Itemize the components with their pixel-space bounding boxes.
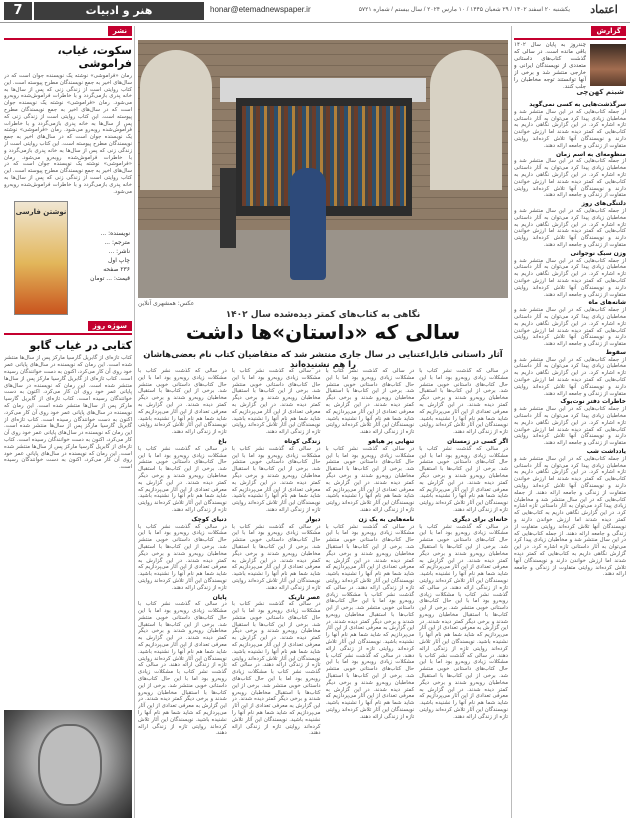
left-headline-2: کتابی در غیاب گابو bbox=[29, 339, 132, 353]
report-paragraph: از جمله کتاب‌هایی که در این سال منتشر شد و مخاطبان زیادی پیدا کرد می‌توان به آثار داستانی تازه اشاره کرد. در این گزارش نگاهی داریم به کتاب‌هایی که کمتر دیده شدند اما ارزش خواندن دارند و نویسندگان آنها تلاش کرده‌اند روایتی متفاوت از زندگی و جامعه ارائه دهند. bbox=[514, 455, 626, 496]
publishing-tag-bar bbox=[4, 26, 132, 40]
books-column bbox=[4, 26, 132, 818]
main-article bbox=[138, 26, 508, 818]
report-column bbox=[514, 26, 626, 818]
report-paragraph: از جمله کتاب‌هایی که در این سال منتشر شد و مخاطبان زیادی پیدا کرد می‌توان به آثار داستانی تازه اشاره کرد. در این گزارش نگاهی داریم به کتاب‌هایی که کمتر دیده شدند اما ارزش خواندن دارند و نویسندگان آنها تلاش کرده‌اند روایتی متفاوت از زندگی و جامعه ارائه دهند. bbox=[514, 406, 626, 447]
section-title: هنر و ادبیات bbox=[34, 2, 204, 20]
report-subhead: شانه‌های ماه bbox=[588, 299, 626, 307]
person-in-blue-jacket bbox=[290, 168, 326, 280]
report-paragraph: از جمله کتاب‌هایی که در این سال منتشر شد و مخاطبان زیادی پیدا کرد می‌توان به آثار داستانی تازه اشاره کرد. در این گزارش نگاهی داریم به کتاب‌هایی که کمتر دیده شدند اما ارزش خواندن دارند و نویسندگان آنها تلاش کرده‌اند روایتی متفاوت از زندگی و جامعه ارائه دهند. bbox=[514, 530, 626, 578]
report-subhead: سرگذشت‌هایی به کسی نمی‌گوید bbox=[529, 101, 626, 108]
left-headline: سکوت، غیاب، فراموشی bbox=[57, 44, 132, 70]
article-column: در سالی که گذشت نشر کتاب با مشکلات زیادی روبه‌رو بود اما با این حال کتاب‌های داستانی خوبی منتشر شد. برخی از این کتاب‌ها با استقبال مخاطبان روبه‌رو شدند و برخی دیگر کمتر دیده شدند. در این گزارش به معرفی تعدادی از این آثار می‌پردازیم که شاید شما هم نام آنها را نشنیده باشید. نویسندگان این آثار تلاش کرده‌اند روایتی تازه از زندگی ارائه دهند. زندگی کوتاه در سالی که گذشت نشر کتاب با مشکلات زیادی روبه‌رو بود اما با این حال کتاب‌های داستانی خوبی منتشر شد. برخی از این کتاب‌ها با استقبال مخاطبان روبه‌رو شدند و برخی دیگر کمتر دیده شدند. در این گزارش به معرفی تعدادی از این آثار می‌پردازیم که شاید شما هم نام آنها را نشنیده باشید. نویسندگان این آثار تلاش کرده‌اند روایتی تازه از زندگی ارائه دهند. دیوار در سالی که گذشت نشر کتاب با مشکلات زیادی روبه‌رو بود اما با این حال کتاب‌های داستانی خوبی منتشر شد. برخی از این کتاب‌ها با استقبال مخاطبان روبه‌رو شدند و برخی دیگر کمتر دیده شدند. در این گزارش به معرفی تعدادی از این آثار می‌پردازیم که شاید شما هم نام آنها را نشنیده باشید. نویسندگان این آثار تلاش کرده‌اند روایتی تازه از زندگی ارائه دهند. عصر تاریک در سالی که گذشت نشر کتاب با مشکلات زیادی روبه‌رو بود اما با این حال کتاب‌های داستانی خوبی منتشر شد. برخی از این کتاب‌ها با استقبال مخاطبان روبه‌رو شدند و برخی دیگر کمتر دیده شدند. در این گزارش به معرفی تعدادی از این آثار می‌پردازیم که شاید شما هم نام آنها را نشنیده باشید. نویسندگان این آثار تلاش کرده‌اند روایتی تازه از زندگی ارائه دهند. در سالی که گذشت نشر کتاب با مشکلات زیادی روبه‌رو بود اما با این حال کتاب‌های داستانی خوبی منتشر شد. برخی از این کتاب‌ها با استقبال مخاطبان روبه‌رو شدند و برخی دیگر کمتر دیده شدند. در این گزارش به معرفی تعدادی از این آثار می‌پردازیم که شاید شما هم نام آنها را نشنیده باشید. نویسندگان این آثار تلاش کرده‌اند روایتی تازه از زندگی ارائه دهند. bbox=[231, 368, 321, 737]
article-kicker: نگاهی به کتاب‌های کمتر دیده‌شده سال ۱۴۰۲ bbox=[225, 310, 421, 320]
report-tag-bar bbox=[514, 26, 626, 40]
report-paragraph: از جمله کتاب‌هایی که در این سال منتشر شد و مخاطبان زیادی پیدا کرد می‌توان به آثار داستانی تازه اشاره کرد. در این گزارش نگاهی داریم به کتاب‌هایی که کمتر دیده شدند اما ارزش خواندن دارند و نویسندگان آنها تلاش کرده‌اند روایتی متفاوت از زندگی و جامعه ارائه دهند. bbox=[514, 356, 626, 397]
report-paragraph: از جمله کتاب‌هایی که در این سال منتشر شد و مخاطبان زیادی پیدا کرد می‌توان به آثار داستانی تازه اشاره کرد. در این گزارش نگاهی داریم به کتاب‌هایی که کمتر دیده شدند اما ارزش خواندن دارند و نویسندگان آنها تلاش کرده‌اند روایتی متفاوت از زندگی و جامعه ارائه دهند. bbox=[514, 307, 626, 348]
book-info: نویسنده: ... مترجم: ... ناشر: ... چاپ اول ۲۳۶ صفحه قیمت: ... تومان bbox=[90, 230, 130, 283]
portrait-face bbox=[38, 724, 102, 806]
photo-caption: عکس: همشهری آنلاین bbox=[138, 300, 195, 307]
bookstall-photo bbox=[138, 40, 508, 298]
report-paragraph: از جمله کتاب‌هایی که در این سال منتشر شد و مخاطبان زیادی پیدا کرد می‌توان به آثار داستانی تازه اشاره کرد. در این گزارش نگاهی داریم به کتاب‌هایی که کمتر دیده شدند اما ارزش خواندن دارند و نویسندگان آنها تلاش کرده‌اند روایتی متفاوت از زندگی و جامعه ارائه دهند. bbox=[514, 108, 626, 149]
article-column: در سالی که گذشت نشر کتاب با مشکلات زیادی روبه‌رو بود اما با این حال کتاب‌های داستانی خوبی منتشر شد. برخی از این کتاب‌ها با استقبال مخاطبان روبه‌رو شدند و برخی دیگر کمتر دیده شدند. در این گزارش به معرفی تعدادی از این آثار می‌پردازیم که شاید شما هم نام آنها را نشنیده باشید. نویسندگان این آثار تلاش کرده‌اند روایتی تازه از زندگی ارائه دهند. اگر کسی در زمستان در سالی که گذشت نشر کتاب با مشکلات زیادی روبه‌رو بود اما با این حال کتاب‌های داستانی خوبی منتشر شد. برخی از این کتاب‌ها با استقبال مخاطبان روبه‌رو شدند و برخی دیگر کمتر دیده شدند. در این گزارش به معرفی تعدادی از این آثار می‌پردازیم که شاید شما هم نام آنها را نشنیده باشید. نویسندگان این آثار تلاش کرده‌اند روایتی تازه از زندگی ارائه دهند. خانه‌ای برای دیگری در سالی که گذشت نشر کتاب با مشکلات زیادی روبه‌رو بود اما با این حال کتاب‌های داستانی خوبی منتشر شد. برخی از این کتاب‌ها با استقبال مخاطبان روبه‌رو شدند و برخی دیگر کمتر دیده شدند. در این گزارش به معرفی تعدادی از این آثار می‌پردازیم که شاید شما هم نام آنها را نشنیده باشید. نویسندگان این آثار تلاش کرده‌اند روایتی تازه از زندگی ارائه دهند. در سالی که گذشت نشر کتاب با مشکلات زیادی روبه‌رو بود اما با این حال کتاب‌های داستانی خوبی منتشر شد. برخی از این کتاب‌ها با استقبال مخاطبان روبه‌رو شدند و برخی دیگر کمتر دیده شدند. در این گزارش به معرفی تعدادی از این آثار می‌پردازیم که شاید شما هم نام آنها را نشنیده باشید. نویسندگان این آثار تلاش کرده‌اند روایتی تازه از زندگی ارائه دهند. در سالی که گذشت نشر کتاب با مشکلات زیادی روبه‌رو بود اما با این حال کتاب‌های داستانی خوبی منتشر شد. برخی از این کتاب‌ها با استقبال مخاطبان روبه‌رو شدند و برخی دیگر کمتر دیده شدند. در این گزارش به معرفی تعدادی از این آثار می‌پردازیم که شاید شما هم نام آنها را نشنیده باشید. نویسندگان این آثار تلاش کرده‌اند روایتی تازه از زندگی ارائه دهند. bbox=[419, 368, 508, 720]
report-intro: چندروز به پایان سال ۱۴۰۲ باقی مانده است. در سالی که گذشت کتاب‌های داستانی متعددی از نویسندگان ایرانی و خارجی منتشر شد و برخی از آنها توانستند توجه مخاطبان را جلب کنند. bbox=[514, 42, 586, 90]
author-name: شبنم کهن‌چی bbox=[576, 88, 624, 96]
author-portrait-photo bbox=[4, 710, 132, 818]
report-subhead: وزن سبک نوجوانی bbox=[570, 249, 626, 257]
article-headline: سالی که «داستان»ها داشت bbox=[185, 320, 461, 344]
page-number: 7 bbox=[4, 2, 32, 20]
author-photo bbox=[590, 44, 626, 86]
article-subheadline: آثار داستانی قابل‌اعتنایی در سال جاری منتشر شد که متقاضیان کتاب نام بعضی‌هاشان را هم نشنیده‌اند bbox=[143, 350, 503, 370]
topic-tag: سوژه روز bbox=[88, 321, 132, 331]
section-email: honar@etemadnewspaper.ir bbox=[210, 5, 311, 14]
report-subhead: خاطرات دفتر نوت‌بوک bbox=[560, 398, 626, 406]
report-subhead: منظومه‌ای به اسم زمان bbox=[555, 150, 626, 158]
page-header bbox=[0, 0, 630, 23]
article-columns bbox=[138, 368, 508, 818]
article-column: در سالی که گذشت نشر کتاب با مشکلات زیادی روبه‌رو بود اما با این حال کتاب‌های داستانی خوبی منتشر شد. برخی از این کتاب‌ها با استقبال مخاطبان روبه‌رو شدند و برخی دیگر کمتر دیده شدند. در این گزارش به معرفی تعدادی از این آثار می‌پردازیم که شاید شما هم نام آنها را نشنیده باشید. نویسندگان این آثار تلاش کرده‌اند روایتی تازه از زندگی ارائه دهند. باغ در سالی که گذشت نشر کتاب با مشکلات زیادی روبه‌رو بود اما با این حال کتاب‌های داستانی خوبی منتشر شد. برخی از این کتاب‌ها با استقبال مخاطبان روبه‌رو شدند و برخی دیگر کمتر دیده شدند. در این گزارش به معرفی تعدادی از این آثار می‌پردازیم که شاید شما هم نام آنها را نشنیده باشید. نویسندگان این آثار تلاش کرده‌اند روایتی تازه از زندگی ارائه دهند. دنیای کوچک در سالی که گذشت نشر کتاب با مشکلات زیادی روبه‌رو بود اما با این حال کتاب‌های داستانی خوبی منتشر شد. برخی از این کتاب‌ها با استقبال مخاطبان روبه‌رو شدند و برخی دیگر کمتر دیده شدند. در این گزارش به معرفی تعدادی از این آثار می‌پردازیم که شاید شما هم نام آنها را نشنیده باشید. نویسندگان این آثار تلاش کرده‌اند روایتی تازه از زندگی ارائه دهند. پایان در سالی که گذشت نشر کتاب با مشکلات زیادی روبه‌رو بود اما با این حال کتاب‌های داستانی خوبی منتشر شد. برخی از این کتاب‌ها با استقبال مخاطبان روبه‌رو شدند و برخی دیگر کمتر دیده شدند. در این گزارش به معرفی تعدادی از این آثار می‌پردازیم که شاید شما هم نام آنها را نشنیده باشید. نویسندگان این آثار تلاش کرده‌اند روایتی تازه از زندگی ارائه دهند. در سالی که گذشت نشر کتاب با مشکلات زیادی روبه‌رو بود اما با این حال کتاب‌های داستانی خوبی منتشر شد. برخی از این کتاب‌ها با استقبال مخاطبان روبه‌رو شدند و برخی دیگر کمتر دیده شدند. در این گزارش به معرفی تعدادی از این آثار می‌پردازیم که شاید شما هم نام آنها را نشنیده باشید. نویسندگان این آثار تلاش کرده‌اند روایتی تازه از زندگی ارائه دهند. bbox=[138, 368, 227, 737]
newspaper-logo: اعتماد bbox=[590, 3, 618, 16]
report-tag: گزارش bbox=[591, 26, 626, 36]
book-box bbox=[4, 199, 132, 317]
book-cover-title: نوشتن فارسی bbox=[15, 208, 67, 217]
report-subhead: سقوط bbox=[605, 348, 626, 356]
topic-tag-bar bbox=[4, 321, 132, 335]
column-divider bbox=[511, 26, 512, 818]
report-paragraph: از جمله کتاب‌هایی که در این سال منتشر شد و مخاطبان زیادی پیدا کرد می‌توان به آثار داستانی تازه اشاره کرد. در این گزارش نگاهی داریم به کتاب‌هایی که کمتر دیده شدند اما ارزش خواندن دارند و نویسندگان آنها تلاش کرده‌اند روایتی متفاوت از زندگی و جامعه ارائه دهند. bbox=[514, 257, 626, 298]
article-column: در سالی که گذشت نشر کتاب با مشکلات زیادی روبه‌رو بود اما با این حال کتاب‌های داستانی خوبی منتشر شد. برخی از این کتاب‌ها با استقبال مخاطبان روبه‌رو شدند و برخی دیگر کمتر دیده شدند. در این گزارش به معرفی تعدادی از این آثار می‌پردازیم که شاید شما هم نام آنها را نشنیده باشید. نویسندگان این آثار تلاش کرده‌اند روایتی تازه از زندگی ارائه دهند. تنهایی پر هیاهو در سالی که گذشت نشر کتاب با مشکلات زیادی روبه‌رو بود اما با این حال کتاب‌های داستانی خوبی منتشر شد. برخی از این کتاب‌ها با استقبال مخاطبان روبه‌رو شدند و برخی دیگر کمتر دیده شدند. در این گزارش به معرفی تعدادی از این آثار می‌پردازیم که شاید شما هم نام آنها را نشنیده باشید. نویسندگان این آثار تلاش کرده‌اند روایتی تازه از زندگی ارائه دهند. نامه‌هایی به یک زن در سالی که گذشت نشر کتاب با مشکلات زیادی روبه‌رو بود اما با این حال کتاب‌های داستانی خوبی منتشر شد. برخی از این کتاب‌ها با استقبال مخاطبان روبه‌رو شدند و برخی دیگر کمتر دیده شدند. در این گزارش به معرفی تعدادی از این آثار می‌پردازیم که شاید شما هم نام آنها را نشنیده باشید. نویسندگان این آثار تلاش کرده‌اند روایتی تازه از زندگی ارائه دهند. در سالی که گذشت نشر کتاب با مشکلات زیادی روبه‌رو بود اما با این حال کتاب‌های داستانی خوبی منتشر شد. برخی از این کتاب‌ها با استقبال مخاطبان روبه‌رو شدند و برخی دیگر کمتر دیده شدند. در این گزارش به معرفی تعدادی از این آثار می‌پردازیم که شاید شما هم نام آنها را نشنیده باشید. نویسندگان این آثار تلاش کرده‌اند روایتی تازه از زندگی ارائه دهند. در سالی که گذشت نشر کتاب با مشکلات زیادی روبه‌رو بود اما با این حال کتاب‌های داستانی خوبی منتشر شد. برخی از این کتاب‌ها با استقبال مخاطبان روبه‌رو شدند و برخی دیگر کمتر دیده شدند. در این گزارش به معرفی تعدادی از این آثار می‌پردازیم که شاید شما هم نام آنها را نشنیده باشید. نویسندگان این آثار تلاش کرده‌اند روایتی تازه از زندگی ارائه دهند. bbox=[325, 368, 415, 720]
issue-line: یکشنبه ۲۰ اسفند ۱۴۰۲ / ۲۹ شعبان ۱۴۴۵ / ۱۰ مارس ۲۰۲۴ / سال بیستم / شماره ۵۷۲۱ bbox=[358, 7, 570, 13]
publishing-tag: نشر bbox=[108, 26, 132, 36]
report-subhead: یادداشت شب bbox=[586, 448, 626, 456]
column-divider bbox=[134, 26, 135, 818]
report-paragraph: از جمله کتاب‌هایی که در این سال منتشر شد و مخاطبان زیادی پیدا کرد می‌توان به آثار داستانی تازه اشاره کرد. در این گزارش نگاهی داریم به کتاب‌هایی که کمتر دیده شدند اما ارزش خواندن دارند و نویسندگان آنها تلاش کرده‌اند روایتی متفاوت از زندگی و جامعه ارائه دهند. bbox=[514, 489, 626, 537]
report-paragraph: از جمله کتاب‌هایی که در این سال منتشر شد و مخاطبان زیادی پیدا کرد می‌توان به آثار داستانی تازه اشاره کرد. در این گزارش نگاهی داریم به کتاب‌هایی که کمتر دیده شدند اما ارزش خواندن دارند و نویسندگان آنها تلاش کرده‌اند روایتی متفاوت از زندگی و جامعه ارائه دهند. bbox=[514, 207, 626, 248]
report-paragraph: از جمله کتاب‌هایی که در این سال منتشر شد و مخاطبان زیادی پیدا کرد می‌توان به آثار داستانی تازه اشاره کرد. در این گزارش نگاهی داریم به کتاب‌هایی که کمتر دیده شدند اما ارزش خواندن دارند و نویسندگان آنها تلاش کرده‌اند روایتی متفاوت از زندگی و جامعه ارائه دهند. bbox=[514, 158, 626, 199]
book-cover-image bbox=[14, 201, 68, 315]
left-article-text-2: کتاب تازه‌ای از گابریل گارسیا مارکز پس از سال‌ها منتشر شده است. این رمان که نویسنده در سال‌های پایانی عمر خود روی آن کار می‌کرد، اکنون به دست خوانندگان رسیده است. کتاب تازه‌ای از گابریل گارسیا مارکز پس از سال‌ها منتشر شده است. این رمان که نویسنده در سال‌های پایانی عمر خود روی آن کار می‌کرد، اکنون به دست خوانندگان رسیده است. کتاب تازه‌ای از گابریل گارسیا مارکز پس از سال‌ها منتشر شده است. این رمان که نویسنده در سال‌های پایانی عمر خود روی آن کار می‌کرد، اکنون به دست خوانندگان رسیده است. کتاب تازه‌ای از گابریل گارسیا مارکز پس از سال‌ها منتشر شده است. این رمان که نویسنده در سال‌های پایانی عمر خود روی آن کار می‌کرد، اکنون به دست خوانندگان رسیده است. کتاب تازه‌ای از گابریل گارسیا مارکز پس از سال‌ها منتشر شده است. این رمان که نویسنده در سال‌های پایانی عمر خود روی آن کار می‌کرد، اکنون به دست خوانندگان رسیده است. bbox=[4, 355, 132, 471]
left-article-text: رمان «فراموشی» نوشته یک نویسنده جوان است که در سال‌های اخیر به جمع نویسندگان مطرح پیوسته است. این کتاب روایتی است از زندگی زنی که پس از سال‌ها به خانه پدری بازمی‌گردد و با خاطرات فراموش‌شده روبه‌رو می‌شود. رمان «فراموشی» نوشته یک نویسنده جوان است که در سال‌های اخیر به جمع نویسندگان مطرح پیوسته است. این کتاب روایتی است از زندگی زنی که پس از سال‌ها به خانه پدری بازمی‌گردد و با خاطرات فراموش‌شده روبه‌رو می‌شود. رمان «فراموشی» نوشته یک نویسنده جوان است که در سال‌های اخیر به جمع نویسندگان مطرح پیوسته است. این کتاب روایتی است از زندگی زنی که پس از سال‌ها به خانه پدری بازمی‌گردد و با خاطرات فراموش‌شده روبه‌رو می‌شود. رمان «فراموشی» نوشته یک نویسنده جوان است که در سال‌های اخیر به جمع نویسندگان مطرح پیوسته است. این کتاب روایتی است از زندگی زنی که پس از سال‌ها به خانه پدری بازمی‌گردد و با خاطرات فراموش‌شده روبه‌رو می‌شود. bbox=[4, 73, 132, 195]
report-subhead: دلتنگی‌های روز bbox=[581, 200, 626, 208]
report-body bbox=[514, 100, 626, 578]
